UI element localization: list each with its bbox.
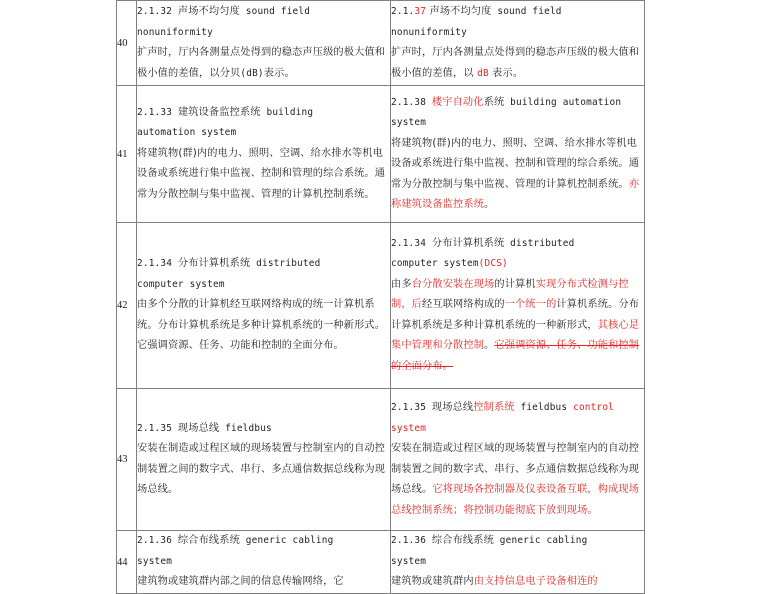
text-run: system (137, 555, 173, 567)
text-run: 声场不均匀度 (177, 6, 240, 17)
text-run: 由多个分散的计算机经互联网络构成的统一计算机系统。分布计算机系统是多种计算机系统的一种新形式。它强调资源、任务、功能和控制的全面分布。 (137, 299, 386, 352)
text-run: 安装在制造或过程区域的现场装置与控制室内的自动控制装置之间的数字式、串行、多点通信数据总线称为现场总线。 (137, 443, 386, 495)
text-run: nonuniformity (137, 26, 213, 38)
table-row (117, 1, 645, 86)
text-run: sound field (239, 6, 311, 17)
inserted-text: 亦称建筑设备监控系统 (391, 178, 640, 210)
inserted-text: dB (477, 67, 489, 79)
text-run: 由多 (391, 278, 412, 290)
text-run: 2.1.32 (137, 6, 178, 17)
text-run: 将建筑物(群)内的电力、照明、空调、给水排水等机电设备或系统进行集中监视、控制和管理的综合系统。通常为分散控制与集中监视、管理的计算机控制系统。 (391, 137, 640, 190)
paragraph (391, 419, 644, 440)
inserted-text: 由支持信息电子设备相连的 (473, 576, 598, 588)
paragraph (391, 552, 644, 573)
text-run: 2.1.35 (137, 422, 178, 434)
table-body (117, 1, 645, 594)
text-run: 2.1.36 (391, 535, 432, 547)
paragraph (137, 123, 390, 144)
text-run: 建筑设备监控系统 (177, 106, 261, 118)
text-run: 分布计算机系统 (431, 237, 505, 249)
original-text-cell (137, 86, 391, 223)
text-run: 2.1. (391, 6, 415, 17)
comparison-table (116, 0, 645, 594)
text-run: 表示。 (488, 67, 524, 79)
revised-text-cell (391, 531, 645, 594)
paragraph (137, 144, 390, 206)
paragraph (137, 439, 390, 501)
table-row (117, 531, 645, 594)
text-run: generic cabling (493, 535, 588, 547)
original-text-cell (137, 531, 391, 594)
inserted-text: (DCS) (478, 258, 508, 270)
paragraph (137, 531, 390, 552)
text-run: 扩声时，厅内各测量点处得到的稳态声压级的极大值和极小值的差值，以 (391, 47, 640, 79)
inserted-text: 楼宇自动化 (431, 96, 484, 108)
text-run: 表示。 (263, 67, 295, 79)
text-run: 2.1.33 (137, 106, 178, 118)
text-run: 扩声时，厅内各测量点处得到的稳态声压级的极大值和极小值的差值，以分贝 (137, 47, 386, 79)
deleted-text: 它强调资源、任务、功能和控制的全面分布。 (391, 340, 640, 372)
text-run: 综合布线系统 (431, 535, 494, 547)
paragraph (137, 275, 390, 296)
text-run: 。 (484, 340, 495, 352)
inserted-text: 台分散 (411, 278, 443, 290)
text-run: generic cabling (239, 535, 334, 547)
inserted-text: 安装在现场 (442, 278, 495, 290)
row-number-cell: 41 (117, 86, 137, 223)
inserted-text: 37 (414, 6, 427, 17)
inserted-text: 一个统一 (504, 299, 547, 311)
inserted-text: control (567, 402, 615, 413)
text-run: sound field (491, 6, 562, 17)
paragraph (137, 552, 390, 573)
paragraph (391, 531, 644, 552)
text-run: 经互联网络构成的 (422, 299, 505, 311)
paragraph (391, 439, 644, 521)
text-run: (dB) (240, 67, 264, 79)
original-text-cell (137, 1, 391, 86)
paragraph (391, 234, 644, 255)
text-run: 综合布线系统 (177, 535, 240, 547)
inserted-text: 的 (546, 299, 557, 311)
text-run: 2.1.36 (137, 535, 178, 547)
paragraph (137, 23, 390, 44)
original-text-cell (137, 389, 391, 531)
paragraph (391, 113, 644, 134)
text-run: system (391, 117, 427, 128)
paragraph (391, 254, 644, 275)
text-run: 2.1.38 (391, 96, 432, 108)
inserted-text: system (391, 422, 427, 434)
text-run: building (260, 106, 314, 118)
paragraph (391, 23, 644, 44)
paragraph (137, 43, 390, 84)
text-run: 计算机系统。分布计算机系统是多种计算机系统的一种新形式， (391, 299, 640, 331)
text-run: building automation (504, 96, 622, 108)
paragraph (391, 275, 644, 378)
text-run: 将建筑物(群)内的电力、照明、空调、给水排水等机电设备或系统进行集中监视、控制和管理的综合系统。通常为分散控制与集中监视、管理的计算机控制系统。 (137, 147, 386, 200)
text-run: 安装在制造或过程区域的现场装置与控制室内的自动控制装置之间的数字式、串行、多点通信数据总线称为现场总线。 (391, 443, 640, 495)
text-run: 。 (484, 199, 495, 210)
text-run: 现场总线 (177, 422, 220, 434)
inserted-text: 控制系统 (473, 402, 515, 413)
original-text-cell (137, 223, 391, 389)
text-run: 分布计算机系统 (177, 258, 251, 270)
inserted-text: 其核心是集中管理和分散控制 (391, 319, 640, 352)
table-row (117, 223, 645, 389)
row-number-cell: 44 (117, 531, 137, 594)
table-row (117, 86, 645, 223)
text-run: distributed (504, 237, 575, 249)
text-run: automation system (137, 127, 237, 139)
row-number-cell: 40 (117, 1, 137, 86)
paragraph (391, 43, 644, 84)
revised-text-cell (391, 223, 645, 389)
paragraph (137, 419, 390, 440)
paragraph (391, 2, 644, 23)
text-run: nonuniformity (391, 26, 467, 38)
paragraph (137, 103, 390, 124)
paragraph (137, 295, 390, 357)
table-row (117, 389, 645, 531)
paragraph (391, 572, 644, 593)
text-run: distributed (250, 258, 321, 270)
paragraph (137, 572, 390, 593)
paragraph (391, 398, 644, 419)
text-run: fieldbus (219, 422, 272, 434)
text-run: 现场总线 (431, 402, 474, 413)
inserted-text: 它将现场各控制器及仪表设备互联，构成现场总线控制系统；将控制功能彻底下放到现场。 (391, 484, 640, 516)
text-run: 2.1.34 (137, 258, 178, 270)
revised-text-cell (391, 86, 645, 223)
inserted-text: 实现分布式检测与控制，后 (391, 278, 629, 311)
text-run: 系统 (483, 96, 505, 108)
revised-text-cell (391, 389, 645, 531)
text-run: 的计算机 (494, 278, 536, 290)
paragraph (137, 254, 390, 275)
revised-text-cell (391, 1, 645, 86)
paragraph (391, 93, 644, 114)
text-run: system (391, 555, 427, 567)
text-run: 2.1.35 (391, 402, 432, 413)
text-run: fieldbus (514, 402, 568, 413)
row-number-cell: 42 (117, 223, 137, 389)
paragraph (137, 2, 390, 23)
paragraph (391, 134, 644, 216)
text-run: computer system (391, 258, 479, 270)
text-run: 建筑物或建筑群内 (391, 576, 474, 588)
text-run: computer system (137, 278, 225, 290)
row-number-cell: 43 (117, 389, 137, 531)
text-run: 建筑物或建筑群内部之间的信息传输网络，它 (137, 576, 344, 588)
text-run: 2.1.34 (391, 237, 432, 249)
text-run: 声场不均匀度 (426, 6, 492, 17)
